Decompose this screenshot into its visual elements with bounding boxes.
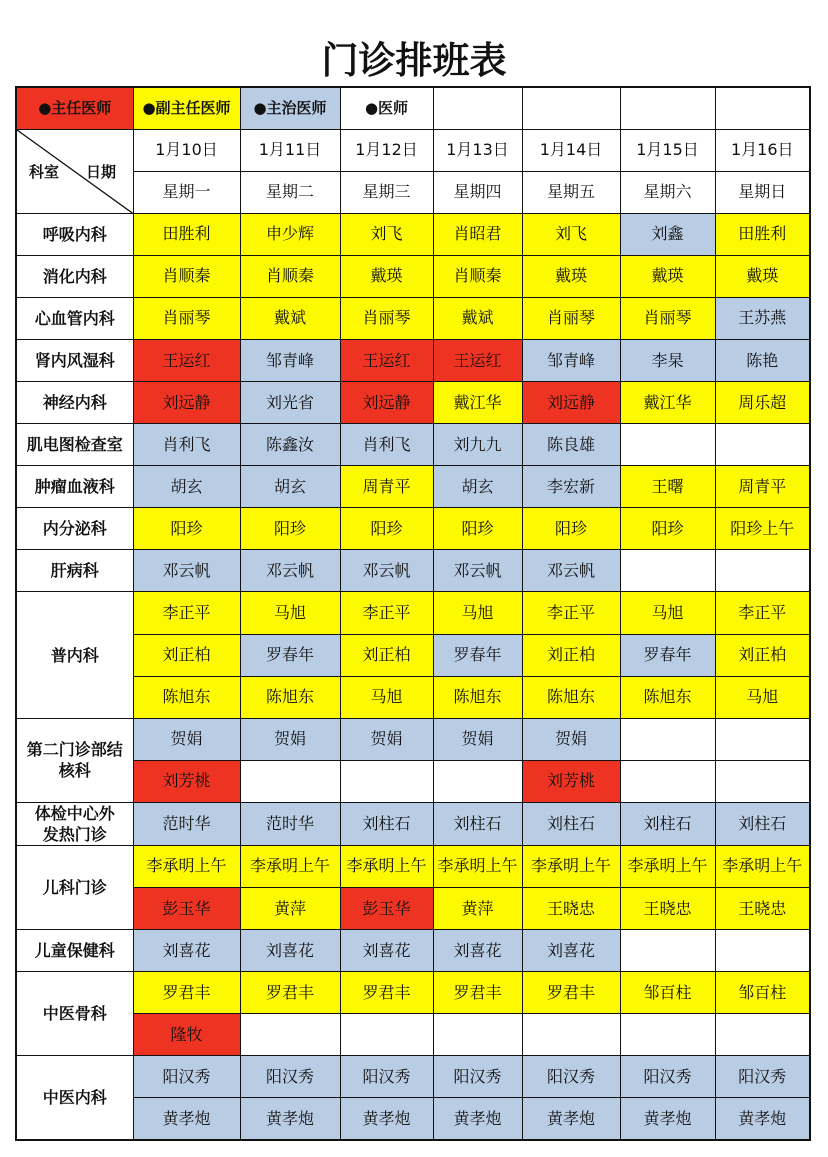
department-name: 中医骨科: [16, 972, 133, 1056]
weekday-row: [16, 171, 810, 213]
department-name: 内分泌科: [16, 508, 133, 550]
doctor-cell: 陈良雄: [522, 424, 620, 466]
empty-cell: [715, 760, 810, 802]
legend-item: ●医师: [340, 87, 433, 129]
schedule-table: [15, 86, 811, 1141]
schedule-row: [16, 1014, 810, 1056]
doctor-cell: 刘喜花: [133, 930, 240, 972]
doctor-cell: 戴斌: [433, 297, 522, 339]
schedule-row: [16, 297, 810, 339]
doctor-cell: 肖利飞: [133, 424, 240, 466]
department-name: 体检中心外 发热门诊: [16, 802, 133, 845]
doctor-cell: 田胜利: [715, 213, 810, 255]
doctor-cell: 刘远静: [133, 382, 240, 424]
department-name: 儿童保健科: [16, 930, 133, 972]
doctor-cell: 阳珍上午: [715, 508, 810, 550]
doctor-cell: 贺娟: [522, 718, 620, 760]
schedule-row: [16, 845, 810, 887]
doctor-cell: 肖顺秦: [133, 255, 240, 297]
doctor-cell: 贺娟: [433, 718, 522, 760]
doctor-cell: 王苏燕: [715, 297, 810, 339]
schedule-body: [16, 87, 810, 1140]
doctor-cell: 邹百柱: [715, 972, 810, 1014]
doctor-cell: 李承明上午: [433, 845, 522, 887]
doctor-cell: 罗春年: [240, 634, 340, 676]
doctor-cell: 刘喜花: [522, 930, 620, 972]
doctor-cell: 阳珍: [522, 508, 620, 550]
doctor-cell: 肖丽琴: [620, 297, 715, 339]
doctor-cell: 邹青峰: [240, 339, 340, 381]
doctor-cell: 李承明上午: [240, 845, 340, 887]
department-name: 呼吸内科: [16, 213, 133, 255]
empty-cell: [620, 760, 715, 802]
schedule-row: [16, 802, 810, 845]
schedule-row: [16, 930, 810, 972]
doctor-cell: 黄孝炮: [240, 1098, 340, 1140]
doctor-cell: 黄萍: [240, 887, 340, 929]
doctor-cell: 李宏新: [522, 466, 620, 508]
doctor-cell: 阳汉秀: [522, 1056, 620, 1098]
doctor-cell: 邓云帆: [522, 550, 620, 592]
doctor-cell: 彭玉华: [133, 887, 240, 929]
doctor-cell: 陈旭东: [620, 676, 715, 718]
doctor-cell: 隆牧: [133, 1014, 240, 1056]
doctor-cell: 贺娟: [240, 718, 340, 760]
empty-cell: [340, 760, 433, 802]
department-name: 第二门诊部结 核科: [16, 718, 133, 802]
doctor-cell: 阳珍: [133, 508, 240, 550]
doctor-cell: 陈旭东: [240, 676, 340, 718]
schedule-row: [16, 466, 810, 508]
empty-cell: [620, 550, 715, 592]
doctor-cell: 戴瑛: [340, 255, 433, 297]
doctor-cell: 申少辉: [240, 213, 340, 255]
doctor-cell: 阳汉秀: [133, 1056, 240, 1098]
doctor-cell: 阳汉秀: [620, 1056, 715, 1098]
department-name: 中医内科: [16, 1056, 133, 1140]
doctor-cell: 刘远静: [522, 382, 620, 424]
date-row: [16, 129, 810, 171]
doctor-cell: 陈艳: [715, 339, 810, 381]
empty-cell: [522, 87, 620, 129]
doctor-cell: 罗君丰: [340, 972, 433, 1014]
department-name: 儿科门诊: [16, 845, 133, 929]
schedule-row: [16, 592, 810, 634]
schedule-row: [16, 972, 810, 1014]
doctor-cell: 阳汉秀: [340, 1056, 433, 1098]
doctor-cell: 马旭: [433, 592, 522, 634]
doctor-cell: 肖丽琴: [340, 297, 433, 339]
date-header-label: 日期: [86, 162, 117, 181]
date-cell: 1月13日: [433, 129, 522, 171]
doctor-cell: 肖顺秦: [433, 255, 522, 297]
doctor-cell: 肖利飞: [340, 424, 433, 466]
empty-cell: [715, 718, 810, 760]
doctor-cell: 戴江华: [433, 382, 522, 424]
doctor-cell: 刘柱石: [522, 802, 620, 845]
doctor-cell: 邓云帆: [433, 550, 522, 592]
doctor-cell: 刘正柏: [133, 634, 240, 676]
date-cell: 1月10日: [133, 129, 240, 171]
doctor-cell: 黄孝炮: [620, 1098, 715, 1140]
doctor-cell: 肖顺秦: [240, 255, 340, 297]
doctor-cell: 刘正柏: [340, 634, 433, 676]
doctor-cell: 邓云帆: [240, 550, 340, 592]
department-header-label: 科室: [29, 162, 60, 181]
doctor-cell: 阳珍: [433, 508, 522, 550]
doctor-cell: 黄萍: [433, 887, 522, 929]
empty-cell: [522, 1014, 620, 1056]
department-name: 肿瘤血液科: [16, 466, 133, 508]
doctor-cell: 肖昭君: [433, 213, 522, 255]
schedule-row: [16, 339, 810, 381]
doctor-cell: 刘鑫: [620, 213, 715, 255]
date-cell: 1月15日: [620, 129, 715, 171]
empty-cell: [715, 930, 810, 972]
doctor-cell: 贺娟: [340, 718, 433, 760]
empty-cell: [240, 1014, 340, 1056]
legend-item: ●主治医师: [240, 87, 340, 129]
empty-cell: [715, 424, 810, 466]
weekday-cell: 星期三: [340, 171, 433, 213]
doctor-cell: 戴瑛: [715, 255, 810, 297]
doctor-cell: 刘远静: [340, 382, 433, 424]
doctor-cell: 马旭: [715, 676, 810, 718]
empty-cell: [433, 87, 522, 129]
doctor-cell: 刘光省: [240, 382, 340, 424]
doctor-cell: 李承明上午: [340, 845, 433, 887]
doctor-cell: 邓云帆: [133, 550, 240, 592]
doctor-cell: 王晓忠: [522, 887, 620, 929]
doctor-cell: 刘柱石: [715, 802, 810, 845]
corner-box: [17, 130, 133, 213]
doctor-cell: 刘喜花: [240, 930, 340, 972]
doctor-cell: 范时华: [133, 802, 240, 845]
doctor-cell: 刘柱石: [433, 802, 522, 845]
schedule-row: [16, 382, 810, 424]
schedule-row: [16, 718, 810, 760]
doctor-cell: 李正平: [715, 592, 810, 634]
doctor-cell: 刘正柏: [715, 634, 810, 676]
department-name: 普内科: [16, 592, 133, 718]
doctor-cell: 黄孝炮: [715, 1098, 810, 1140]
doctor-cell: 罗君丰: [433, 972, 522, 1014]
doctor-cell: 邹青峰: [522, 339, 620, 381]
schedule-row: [16, 508, 810, 550]
doctor-cell: 肖丽琴: [133, 297, 240, 339]
legend-item: ●副主任医师: [133, 87, 240, 129]
doctor-cell: 王运红: [433, 339, 522, 381]
schedule-row: [16, 634, 810, 676]
schedule-row: [16, 424, 810, 466]
department-name: 肾内风湿科: [16, 339, 133, 381]
empty-cell: [620, 424, 715, 466]
schedule-row: [16, 676, 810, 718]
doctor-cell: 罗君丰: [240, 972, 340, 1014]
weekday-cell: 星期六: [620, 171, 715, 213]
doctor-cell: 戴瑛: [522, 255, 620, 297]
weekday-cell: 星期五: [522, 171, 620, 213]
empty-cell: [715, 87, 810, 129]
date-cell: 1月11日: [240, 129, 340, 171]
doctor-cell: 彭玉华: [340, 887, 433, 929]
doctor-cell: 周青平: [340, 466, 433, 508]
doctor-cell: 马旭: [340, 676, 433, 718]
doctor-cell: 胡玄: [240, 466, 340, 508]
schedule-row: [16, 760, 810, 802]
doctor-cell: 阳珍: [620, 508, 715, 550]
doctor-cell: 戴瑛: [620, 255, 715, 297]
doctor-cell: 王曙: [620, 466, 715, 508]
department-name: 肝病科: [16, 550, 133, 592]
page-title: 门诊排班表: [321, 39, 507, 82]
legend-item: ●主任医师: [16, 87, 133, 129]
doctor-cell: 范时华: [240, 802, 340, 845]
empty-cell: [240, 760, 340, 802]
doctor-cell: 马旭: [240, 592, 340, 634]
doctor-cell: 李承明上午: [715, 845, 810, 887]
schedule-row: [16, 213, 810, 255]
empty-cell: [620, 87, 715, 129]
doctor-cell: 阳汉秀: [715, 1056, 810, 1098]
empty-cell: [715, 1014, 810, 1056]
doctor-cell: 阳汉秀: [433, 1056, 522, 1098]
doctor-cell: 李承明上午: [620, 845, 715, 887]
empty-cell: [620, 718, 715, 760]
doctor-cell: 李正平: [133, 592, 240, 634]
date-cell: 1月12日: [340, 129, 433, 171]
doctor-cell: 李杲: [620, 339, 715, 381]
schedule-row: [16, 1098, 810, 1140]
empty-cell: [620, 930, 715, 972]
doctor-cell: 戴斌: [240, 297, 340, 339]
doctor-cell: 王运红: [133, 339, 240, 381]
doctor-cell: 邓云帆: [340, 550, 433, 592]
doctor-cell: 李正平: [522, 592, 620, 634]
schedule-row: [16, 255, 810, 297]
doctor-cell: 李承明上午: [522, 845, 620, 887]
doctor-cell: 刘飞: [340, 213, 433, 255]
doctor-cell: 罗春年: [433, 634, 522, 676]
header-corner-cell: [16, 129, 133, 213]
doctor-cell: 黄孝炮: [433, 1098, 522, 1140]
doctor-cell: 胡玄: [433, 466, 522, 508]
doctor-cell: 刘芳桃: [522, 760, 620, 802]
doctor-cell: 邹百柱: [620, 972, 715, 1014]
doctor-cell: 刘柱石: [620, 802, 715, 845]
empty-cell: [433, 760, 522, 802]
doctor-cell: 阳珍: [240, 508, 340, 550]
schedule-row: [16, 887, 810, 929]
department-name: 肌电图检查室: [16, 424, 133, 466]
date-cell: 1月16日: [715, 129, 810, 171]
doctor-cell: 刘九九: [433, 424, 522, 466]
doctor-cell: 贺娟: [133, 718, 240, 760]
empty-cell: [340, 1014, 433, 1056]
doctor-cell: 王运红: [340, 339, 433, 381]
schedule-row: [16, 550, 810, 592]
doctor-cell: 胡玄: [133, 466, 240, 508]
schedule-row: [16, 1056, 810, 1098]
doctor-cell: 阳汉秀: [240, 1056, 340, 1098]
doctor-cell: 马旭: [620, 592, 715, 634]
department-name: 心血管内科: [16, 297, 133, 339]
doctor-cell: 陈旭东: [522, 676, 620, 718]
weekday-cell: 星期日: [715, 171, 810, 213]
doctor-cell: 阳珍: [340, 508, 433, 550]
doctor-cell: 刘柱石: [340, 802, 433, 845]
doctor-cell: 罗春年: [620, 634, 715, 676]
doctor-cell: 黄孝炮: [522, 1098, 620, 1140]
doctor-cell: 王晓忠: [715, 887, 810, 929]
doctor-cell: 李承明上午: [133, 845, 240, 887]
doctor-cell: 陈旭东: [433, 676, 522, 718]
doctor-cell: 刘喜花: [340, 930, 433, 972]
doctor-cell: 罗君丰: [133, 972, 240, 1014]
doctor-cell: 黄孝炮: [340, 1098, 433, 1140]
doctor-cell: 周乐超: [715, 382, 810, 424]
doctor-cell: 田胜利: [133, 213, 240, 255]
legend-row: [16, 87, 810, 129]
doctor-cell: 李正平: [340, 592, 433, 634]
empty-cell: [433, 1014, 522, 1056]
doctor-cell: 刘正柏: [522, 634, 620, 676]
doctor-cell: 刘芳桃: [133, 760, 240, 802]
empty-cell: [715, 550, 810, 592]
doctor-cell: 王晓忠: [620, 887, 715, 929]
empty-cell: [620, 1014, 715, 1056]
weekday-cell: 星期一: [133, 171, 240, 213]
doctor-cell: 刘喜花: [433, 930, 522, 972]
department-name: 神经内科: [16, 382, 133, 424]
doctor-cell: 陈鑫汝: [240, 424, 340, 466]
doctor-cell: 陈旭东: [133, 676, 240, 718]
doctor-cell: 肖丽琴: [522, 297, 620, 339]
doctor-cell: 刘飞: [522, 213, 620, 255]
weekday-cell: 星期二: [240, 171, 340, 213]
doctor-cell: 黄孝炮: [133, 1098, 240, 1140]
date-cell: 1月14日: [522, 129, 620, 171]
department-name: 消化内科: [16, 255, 133, 297]
doctor-cell: 周青平: [715, 466, 810, 508]
doctor-cell: 戴江华: [620, 382, 715, 424]
weekday-cell: 星期四: [433, 171, 522, 213]
doctor-cell: 罗君丰: [522, 972, 620, 1014]
